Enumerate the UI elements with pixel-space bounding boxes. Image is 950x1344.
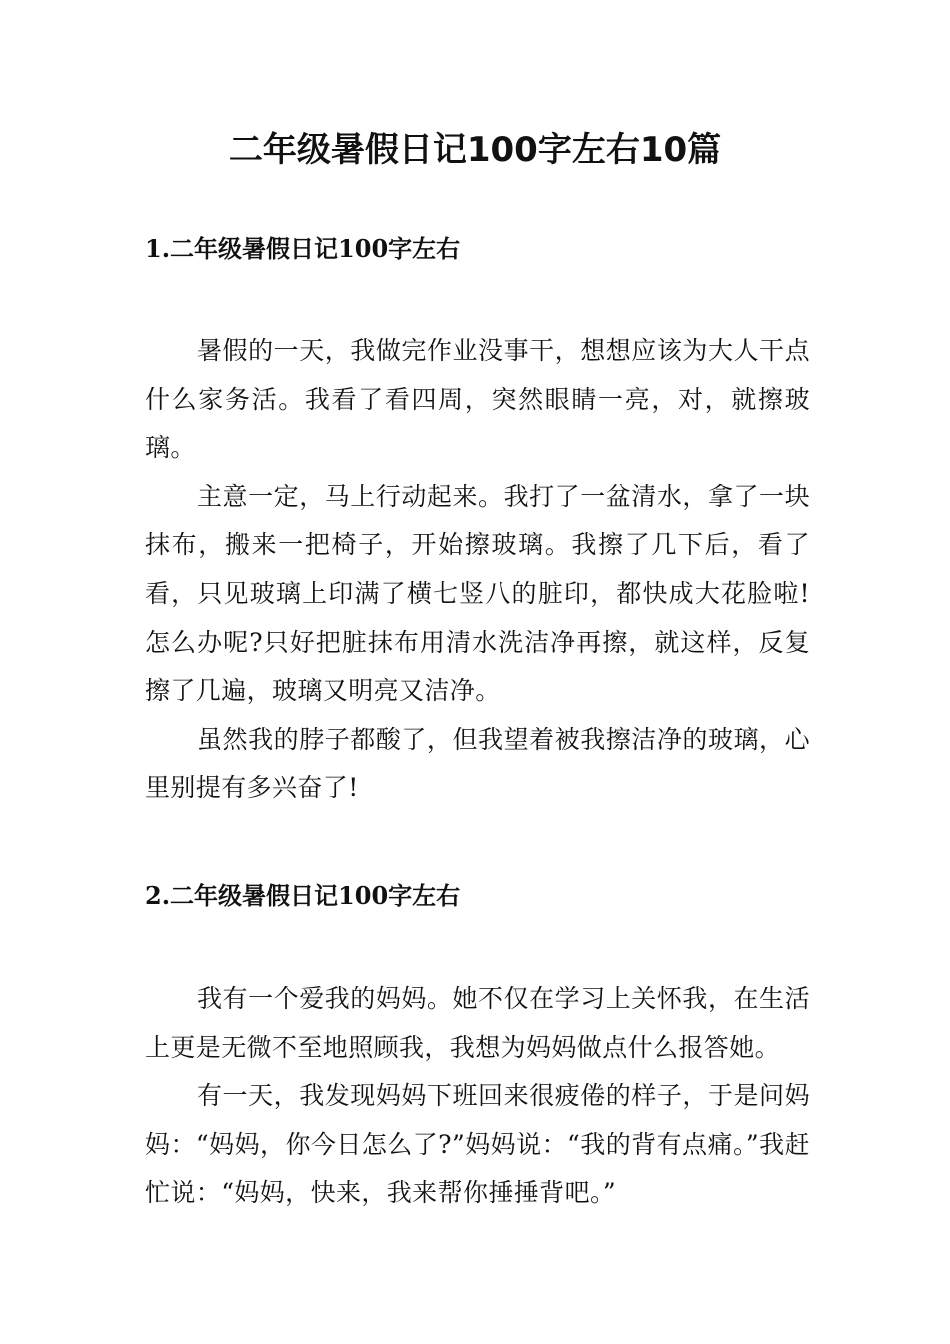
paragraph: 有一天，我发现妈妈下班回来很疲倦的样子，于是问妈妈：“妈妈，你今日怎么了?”妈妈说：“我的背有点痛。”我赶忙说：“妈妈，快来，我来帮你捶捶背吧。”: [145, 1081, 810, 1208]
paragraph: 虽然我的脖子都酸了，但我望着被我擦洁净的玻璃，心里别提有多兴奋了!: [145, 724, 810, 803]
section-body-2: [145, 975, 810, 1218]
paragraph: 暑假的一天，我做完作业没事干，想想应该为大人干点什么家务活。我看了看四周，突然眼睛一亮，对，就擦玻璃。: [145, 336, 810, 463]
section-heading-1: 1.二年级暑假日记100字左右: [145, 234, 461, 263]
section-heading-2: 2.二年级暑假日记100字左右: [145, 881, 461, 910]
section-body-1: [145, 327, 810, 813]
paragraph: 我有一个爱我的妈妈。她不仅在学习上关怀我，在生活上更是无微不至地照顾我，我想为妈妈做点什么报答她。: [145, 984, 810, 1062]
paragraph: 主意一定，马上行动起来。我打了一盆清水，拿了一块抹布，搬来一把椅子，开始擦玻璃。我擦了几下后，看了看，只见玻璃上印满了横七竖八的脏印，都快成大花脸啦!怎么办呢?只好把脏抹布用清水洗洁净再擦，就这样，反复擦了几遍，玻璃又明亮又洁净。: [145, 481, 810, 706]
document-title: 二年级暑假日记100字左右10篇: [228, 130, 722, 170]
